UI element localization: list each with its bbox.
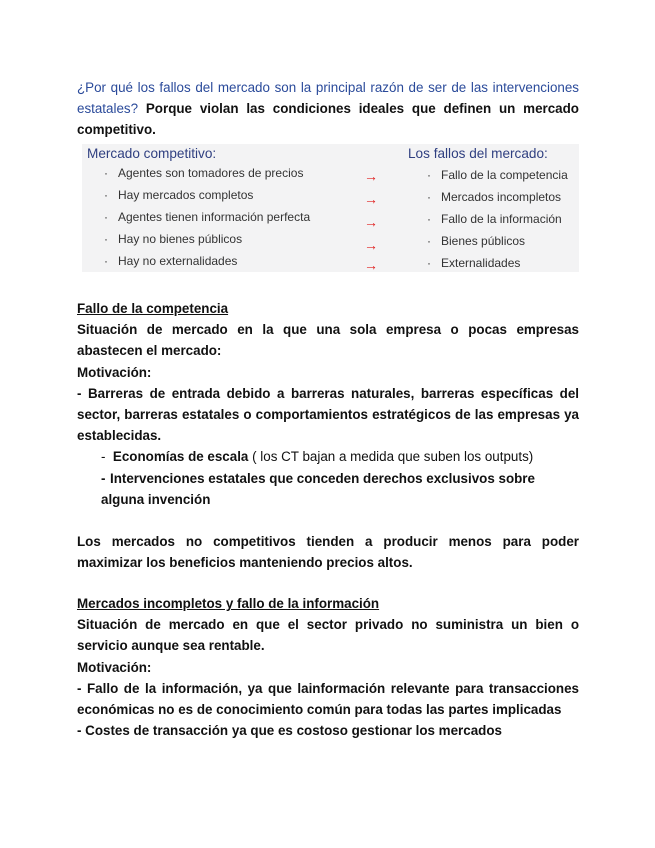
section-definition: Situación de mercado en que el sector privado no suministra un bien o servicio aunque sea rentable. — [77, 617, 579, 654]
motivation-label: Motivación: — [77, 364, 152, 380]
right-item: · Externalidades — [427, 256, 521, 270]
arrow-icon: → — [364, 168, 378, 184]
arrow-icon: → — [364, 191, 378, 207]
section-heading: Mercados incompletos y fallo de la información — [77, 596, 380, 611]
market-failures-title: Los fallos del mercado: — [408, 146, 548, 161]
right-item: · Fallo de la competencia — [427, 168, 568, 182]
competitive-market-title: Mercado competitivo: — [87, 146, 217, 161]
arrow-icon: → — [364, 237, 378, 253]
arrow-icon: → — [364, 257, 378, 271]
left-item: · Agentes son tomadores de precios — [104, 166, 304, 180]
arrow-icon: → — [364, 214, 378, 230]
right-item: · Bienes públicos — [427, 234, 526, 248]
bullet-state-interventions: - Intervenciones estatales que conceden derechos exclusivos sobre alguna invención — [101, 470, 535, 507]
section-incomplete-markets — [77, 593, 579, 741]
left-item: · Hay no bienes públicos — [104, 232, 243, 246]
left-item: · Agentes tienen información perfecta — [104, 210, 311, 224]
market-failures-figure — [82, 144, 579, 272]
section-definition: Situación de mercado en la que una sola empresa o pocas empresas abastecen el mercado: — [77, 322, 579, 359]
conclusion-text: Los mercados no competitivos tienden a producir menos para poder maximizar los beneficios manteniendo precios altos. — [77, 534, 579, 571]
section-competition-failure — [77, 298, 579, 573]
right-item: · Mercados incompletos — [427, 190, 562, 204]
left-item: · Hay no externalidades — [104, 254, 238, 268]
intro-paragraph — [77, 77, 579, 141]
section-heading: Fallo de la competencia — [77, 301, 229, 316]
intro-question: ¿Por qué los fallos del mercado son la principal razón de ser de las intervenciones estatales? — [77, 80, 579, 117]
left-item: · Hay mercados completos — [104, 188, 254, 202]
bullet-economies-of-scale: - Economías de escala ( los CT bajan a medida que suben los outputs) — [101, 449, 534, 465]
information-failure-item: - Fallo de la información, ya que lainformación relevante para transacciones económicas no es de conocimiento común para todas las partes implicadas — [77, 680, 579, 718]
right-item: · Fallo de la información — [427, 212, 562, 226]
barriers-text: - Barreras de entrada debido a barreras naturales, barreras específicas del sector, barreras estatales o comportamientos estratégicos de las empresas ya establecidas. — [77, 385, 579, 444]
motivation-label: Motivación: — [77, 659, 152, 675]
intro-answer: Porque violan las condiciones ideales que definen un mercado competitivo. — [77, 101, 579, 138]
transaction-costs-item: - Costes de transacción ya que es costoso gestionar los mercados — [77, 723, 502, 739]
